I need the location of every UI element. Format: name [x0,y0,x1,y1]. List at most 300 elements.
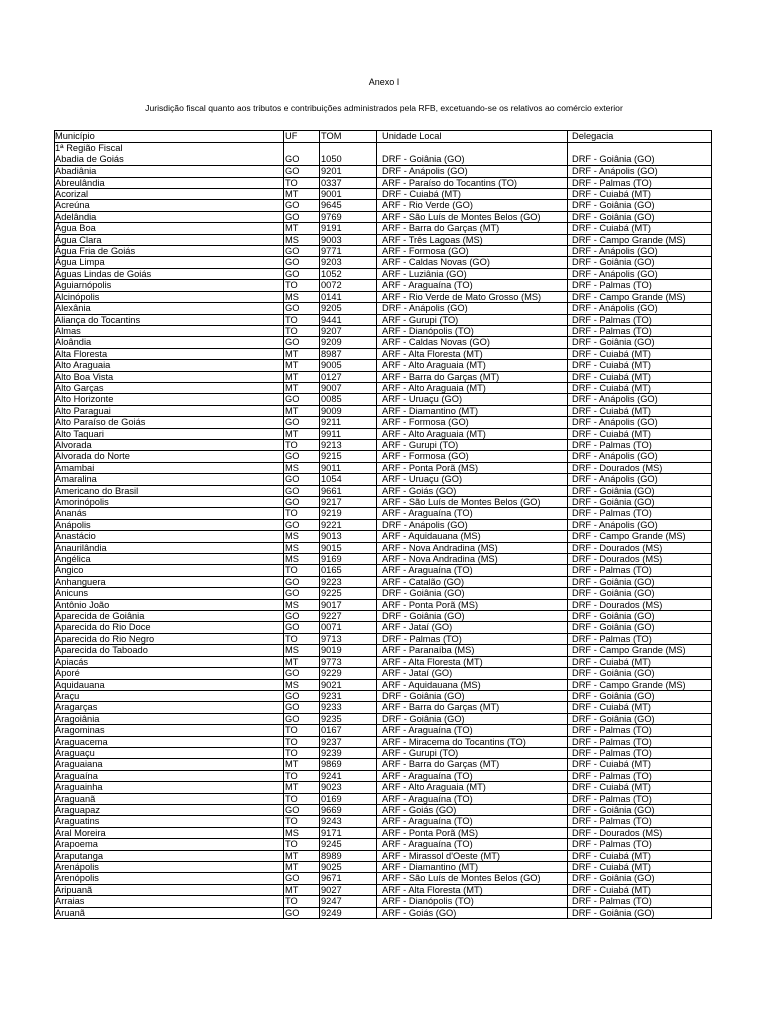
table-row [54,599,712,610]
municipio-cell: Araguatins [55,816,100,827]
uf-cell: MT [285,223,299,234]
delegacia-cell: DRF - Cuiabá (MT) [572,759,652,770]
delegacia-cell: DRF - Palmas (TO) [572,633,652,644]
delegacia-cell: DRF - Goiânia (GO) [572,622,655,633]
unidade-local-cell: DRF - Cuiabá (MT) [382,189,462,200]
uf-cell: TO [285,793,298,804]
column-divider [319,131,320,918]
unidade-local-cell: ARF - Araguaína (TO) [382,565,473,576]
tom-cell: 0085 [321,394,342,405]
municipio-cell: Alto Boa Vista [55,371,114,382]
uf-cell: TO [285,314,298,325]
unidade-local-cell: ARF - Barra do Garças (MT) [382,223,500,234]
delegacia-cell: DRF - Cuiabá (MT) [572,371,652,382]
delegacia-cell: DRF - Palmas (TO) [572,816,652,827]
table-row [54,199,712,210]
municipio-cell: Água Clara [55,234,102,245]
unidade-local-cell: ARF - Caldas Novas (GO) [382,337,490,348]
municipio-cell: Araputanga [55,850,104,861]
delegacia-cell: DRF - Anápolis (GO) [572,474,658,485]
unidade-local-cell: ARF - Gurupi (TO) [382,439,459,450]
uf-cell: MT [285,884,299,895]
municipio-cell: Anápolis [55,519,91,530]
municipio-cell: Aliança do Tocantins [55,314,141,325]
delegacia-cell: DRF - Campo Grande (MS) [572,291,686,302]
uf-cell: TO [285,816,298,827]
uf-cell: MT [285,348,299,359]
border-left [54,131,55,918]
delegacia-cell: DRF - Goiânia (GO) [572,153,655,164]
uf-cell: GO [285,622,300,633]
unidade-local-cell: ARF - Uruaçu (GO) [382,474,463,485]
tom-cell: 9247 [321,896,342,907]
municipio-cell: Arenápolis [55,862,99,872]
delegacia-cell: DRF - Palmas (TO) [572,565,652,576]
tom-cell: 9021 [321,679,342,690]
table-row [54,428,712,439]
tom-cell: 9669 [321,804,342,815]
municipio-cell: Angico [55,565,84,576]
delegacia-cell: DRF - Campo Grande (MS) [572,531,686,542]
table-row [54,793,712,804]
unidade-local-cell: ARF - Paranaíba (MS) [382,645,475,656]
uf-cell: GO [285,246,300,257]
municipio-cell: Arapoema [55,839,98,850]
tom-cell: 9239 [321,747,342,758]
tom-cell: 9211 [321,417,341,428]
unidade-local-cell: DRF - Goiânia (GO) [382,690,465,701]
table-row [54,861,712,872]
unidade-local-cell: ARF - Uruaçu (GO) [382,394,463,405]
municipio-cell: Alto Horizonte [55,394,114,405]
tom-cell: 0141 [321,291,342,302]
unidade-local-cell: ARF - Goiás (GO) [382,485,457,496]
delegacia-cell: DRF - Goiânia (GO) [572,257,655,268]
municipio-cell: Águas Lindas de Goiás [55,268,152,279]
header-unidade-local: Unidade Local [382,131,442,141]
unidade-local-cell: ARF - Caldas Novas (GO) [382,257,490,268]
unidade-local-cell: ARF - Aquidauana (MS) [382,531,481,542]
uf-cell: MT [285,656,299,667]
uf-cell: GO [285,211,300,222]
delegacia-cell: DRF - Goiânia (GO) [572,713,655,724]
unidade-local-cell: DRF - Palmas (TO) [382,633,462,644]
unidade-local-cell: ARF - Paraíso do Tocantins (TO) [382,177,518,188]
municipio-cell: Araguanã [55,793,96,804]
table-row [54,245,712,256]
municipio-cell: Água Fria de Goiás [55,246,136,257]
unidade-local-cell: ARF - Gurupi (TO) [382,747,459,758]
tom-cell: 8989 [321,850,342,861]
uf-cell: GO [285,576,300,587]
unidade-local-cell: ARF - São Luís de Montes Belos (GO) [382,211,541,222]
municipio-cell: Alta Floresta [55,348,108,359]
delegacia-cell: DRF - Campo Grande (MS) [572,234,686,245]
uf-cell: MT [285,382,299,393]
delegacia-cell: DRF - Dourados (MS) [572,554,663,565]
delegacia-cell: DRF - Goiânia (GO) [572,200,655,211]
table-row [54,690,712,701]
municipio-cell: Acreúna [55,200,90,211]
table-row [54,815,712,826]
tom-cell: 9009 [321,405,342,416]
delegacia-cell: DRF - Palmas (TO) [572,439,652,450]
delegacia-cell: DRF - Anápolis (GO) [572,303,658,314]
municipio-cell: Arraias [55,896,85,907]
uf-cell: TO [285,325,298,336]
header-tom: TOM [321,131,342,141]
tom-cell: 9017 [321,599,342,610]
unidade-local-cell: ARF - Aquidauana (MS) [382,679,481,690]
tom-cell: 9027 [321,884,342,895]
delegacia-cell: DRF - Palmas (TO) [572,793,652,804]
uf-cell: TO [285,439,298,450]
municipio-cell: Aparecida do Rio Doce [55,622,151,633]
table-row [54,587,712,598]
delegacia-cell: DRF - Dourados (MS) [572,462,663,473]
unidade-local-cell: ARF - Araguaína (TO) [382,816,473,827]
uf-cell: MT [285,782,299,793]
municipio-cell: Anaurilândia [55,542,107,553]
unidade-local-cell: ARF - Rio Verde de Mato Grosso (MS) [382,291,542,302]
uf-cell: MS [285,554,299,565]
tom-cell: 9221 [321,519,342,530]
delegacia-cell: DRF - Palmas (TO) [572,280,652,291]
tom-cell: 1052 [321,268,342,279]
delegacia-cell: DRF - Goiânia (GO) [572,576,655,587]
uf-cell: GO [285,713,300,724]
municipio-cell: Aporé [55,668,80,679]
municipio-cell: Alvorada do Norte [55,451,130,462]
table-row [54,371,712,382]
table-row [54,188,712,199]
header-delegacia: Delegacia [572,131,614,141]
tom-cell: 9223 [321,576,342,587]
uf-cell: TO [285,725,298,736]
municipio-cell: Alto Araguaia [55,360,111,371]
uf-cell: MS [285,234,299,245]
table-row [54,701,712,712]
tom-cell: 9661 [321,485,342,496]
unidade-local-cell: ARF - Araguaína (TO) [382,793,473,804]
table-row [54,268,712,279]
delegacia-cell: DRF - Anápolis (GO) [572,246,658,257]
municipio-cell: Araguacema [55,736,108,747]
tom-cell: 9191 [321,223,342,234]
border-right [711,131,712,918]
delegacia-cell: DRF - Palmas (TO) [572,896,652,907]
tom-cell: 9013 [321,531,342,542]
tom-cell: 9001 [321,189,342,200]
municipio-cell: Amambai [55,462,95,473]
table-row [54,485,712,496]
unidade-local-cell: DRF - Goiânia (GO) [382,588,465,599]
uf-cell: TO [285,633,298,644]
delegacia-cell: DRF - Cuiabá (MT) [572,702,652,713]
header-municipio: Município [55,131,95,141]
municipio-cell: Araguaína [55,770,98,781]
tom-cell: 9007 [321,382,342,393]
table-row [54,507,712,518]
table-row [54,747,712,758]
delegacia-cell: DRF - Palmas (TO) [572,508,652,519]
table-row [54,325,712,336]
tom-cell: 9441 [321,314,342,325]
uf-cell: TO [285,747,298,758]
municipio-cell: Angélica [55,554,91,565]
delegacia-cell: DRF - Palmas (TO) [572,325,652,336]
table-row [54,416,712,427]
table-row [54,519,712,530]
municipio-cell: Aparecida de Goiânia [55,611,145,622]
tom-cell: 9243 [321,816,342,827]
tom-cell: 9025 [321,862,342,872]
table-row [54,382,712,393]
column-divider [283,131,284,918]
tom-cell: 9235 [321,713,342,724]
unidade-local-cell: ARF - Ponta Porã (MS) [382,599,479,610]
table-row [54,177,712,188]
municipio-cell: Acorizal [55,189,89,200]
tom-cell: 9207 [321,325,342,336]
uf-cell: GO [285,611,300,622]
municipio-cell: Amorinópolis [55,497,109,507]
municipio-cell: Água Boa [55,223,96,234]
tom-cell: 9169 [321,554,342,565]
unidade-local-cell: ARF - Dianópolis (TO) [382,896,474,907]
municipio-cell: Abadia de Goiás [55,153,124,164]
municipio-cell: Amaralina [55,474,97,485]
uf-cell: TO [285,770,298,781]
unidade-local-cell: ARF - Araguaína (TO) [382,725,473,736]
uf-cell: GO [285,519,300,530]
table-row [54,439,712,450]
uf-cell: GO [285,394,300,405]
municipio-cell: Araguapaz [55,804,100,815]
delegacia-cell: DRF - Dourados (MS) [572,827,663,838]
tom-cell: 0071 [321,622,342,633]
tom-cell: 1050 [321,153,342,164]
table-row [54,564,712,575]
uf-cell: GO [285,702,300,713]
municipio-cell: Aparecida do Rio Negro [55,633,155,644]
unidade-local-cell: DRF - Anápolis (GO) [382,519,468,530]
table-row [54,838,712,849]
municipio-cell: Aparecida do Taboado [55,645,148,656]
uf-cell: GO [285,153,300,164]
municipio-cell: Anhanguera [55,576,106,587]
delegacia-cell: DRF - Anápolis (GO) [572,417,658,428]
tom-cell: 9771 [321,246,342,257]
uf-cell: MS [285,599,299,610]
table-row [54,633,712,644]
tom-cell: 9225 [321,588,342,599]
tom-cell: 9171 [321,827,342,838]
unidade-local-cell: ARF - Goiás (GO) [382,907,457,918]
region-label: 1ª Região Fiscal [55,143,123,154]
table-row [54,336,712,347]
delegacia-cell: DRF - Anápolis (GO) [572,166,658,177]
uf-cell: GO [285,303,300,314]
uf-cell: TO [285,177,298,188]
uf-cell: GO [285,485,300,496]
unidade-local-cell: ARF - Alto Araguaia (MT) [382,782,486,793]
delegacia-cell: DRF - Palmas (TO) [572,177,652,188]
unidade-local-cell: ARF - Alta Floresta (MT) [382,884,483,895]
delegacia-cell: DRF - Goiânia (GO) [572,668,655,679]
delegacia-cell: DRF - Goiânia (GO) [572,497,655,507]
uf-cell: GO [285,873,300,884]
table-row [54,895,712,906]
tom-cell: 9773 [321,656,342,667]
unidade-local-cell: ARF - Mirassol d'Oeste (MT) [382,850,500,861]
tom-cell: 9011 [321,462,341,473]
municipio-cell: Araguaiana [55,759,103,770]
delegacia-cell: DRF - Cuiabá (MT) [572,382,652,393]
unidade-local-cell: DRF - Anápolis (GO) [382,303,468,314]
tom-cell: 9869 [321,759,342,770]
tom-cell: 9769 [321,211,342,222]
municipio-cell: Aragominas [55,725,105,736]
table-row [54,462,712,473]
tom-cell: 9015 [321,542,342,553]
unidade-local-cell: ARF - Araguaína (TO) [382,280,473,291]
unidade-local-cell: ARF - Diamantino (MT) [382,862,479,872]
delegacia-cell: DRF - Cuiabá (MT) [572,428,652,439]
delegacia-cell: DRF - Cuiabá (MT) [572,405,652,416]
tom-cell: 9203 [321,257,342,268]
uf-cell: MT [285,759,299,770]
municipio-cell: Apiacás [55,656,89,667]
unidade-local-cell: ARF - Alto Araguaia (MT) [382,382,486,393]
municipio-cell: Abadiânia [55,166,97,177]
delegacia-cell: DRF - Goiânia (GO) [572,907,655,918]
delegacia-cell: DRF - Anápolis (GO) [572,451,658,462]
header-uf: UF [285,131,298,141]
table-row [54,770,712,781]
table-row [54,256,712,267]
uf-cell: MT [285,371,299,382]
unidade-local-cell: ARF - Goiás (GO) [382,804,457,815]
uf-cell: TO [285,839,298,850]
municipio-cell: Araguaçu [55,747,95,758]
delegacia-cell: DRF - Cuiabá (MT) [572,850,652,861]
table-row [54,804,712,815]
column-divider [376,131,377,918]
unidade-local-cell: DRF - Goiânia (GO) [382,153,465,164]
delegacia-cell: DRF - Palmas (TO) [572,747,652,758]
table-row [54,154,712,165]
table-row [54,781,712,792]
unidade-local-cell: ARF - Formosa (GO) [382,417,469,428]
municipio-cell: Água Limpa [55,257,105,268]
tom-cell: 0337 [321,177,342,188]
delegacia-cell: DRF - Dourados (MS) [572,542,663,553]
table-row [54,405,712,416]
uf-cell: TO [285,896,298,907]
tom-cell: 9911 [321,428,341,439]
delegacia-cell: DRF - Palmas (TO) [572,839,652,850]
municipio-cell: Alto Garças [55,382,104,393]
delegacia-cell: DRF - Palmas (TO) [572,736,652,747]
municipio-cell: Araguainha [55,782,103,793]
table-row [54,530,712,541]
tom-cell: 9209 [321,337,342,348]
uf-cell: GO [285,907,300,918]
table-row [54,291,712,302]
table-row [54,656,712,667]
uf-cell: MS [285,542,299,553]
uf-cell: MT [285,428,299,439]
uf-cell: TO [285,736,298,747]
unidade-local-cell: ARF - Ponta Porã (MS) [382,462,479,473]
delegacia-cell: DRF - Goiânia (GO) [572,611,655,622]
table-row [54,211,712,222]
municipio-cell: Alto Paraguai [55,405,111,416]
uf-cell: GO [285,588,300,599]
tom-cell: 9205 [321,303,342,314]
uf-cell: GO [285,690,300,701]
delegacia-cell: DRF - Cuiabá (MT) [572,656,652,667]
table-row [54,393,712,404]
tom-cell: 9231 [321,690,342,701]
table-row [54,553,712,564]
uf-cell: GO [285,474,300,485]
table-row [54,621,712,632]
table-row [54,302,712,313]
tom-cell: 9249 [321,907,342,918]
uf-cell: GO [285,268,300,279]
municipio-cell: Antônio João [55,599,110,610]
table-row [54,165,712,176]
unidade-local-cell: ARF - Nova Andradina (MS) [382,542,498,553]
uf-cell: GO [285,337,300,348]
document-subtitle: Jurisdição fiscal quanto aos tributos e contribuições administrados pela RFB, excetuando-se os relativos ao comércio exterior [145,103,623,113]
tom-cell: 9241 [321,770,342,781]
table-row [54,850,712,861]
tom-cell: 1054 [321,474,342,485]
unidade-local-cell: ARF - Diamantino (MT) [382,405,479,416]
table-row [54,279,712,290]
unidade-local-cell: ARF - Catalão (GO) [382,576,465,587]
delegacia-cell: DRF - Cuiabá (MT) [572,223,652,234]
table-row [54,314,712,325]
uf-cell: MS [285,531,299,542]
table-row [54,450,712,461]
jurisdiction-table [54,130,712,919]
tom-cell: 9229 [321,668,342,679]
unidade-local-cell: ARF - Araguaína (TO) [382,770,473,781]
municipio-cell: Almas [55,325,81,336]
table-header-row [54,131,712,142]
uf-cell: MT [285,850,299,861]
tom-cell: 0127 [321,371,342,382]
table-row [54,907,712,918]
table-row [54,713,712,724]
table-row [54,758,712,769]
uf-cell: MS [285,291,299,302]
tom-cell: 9237 [321,736,342,747]
tom-cell: 0167 [321,725,342,736]
tom-cell: 9227 [321,611,342,622]
column-divider [567,131,568,918]
municipio-cell: Araçu [55,690,80,701]
region-row [54,142,712,153]
unidade-local-cell: DRF - Goiânia (GO) [382,713,465,724]
unidade-local-cell: ARF - Barra do Garças (MT) [382,371,500,382]
delegacia-cell: DRF - Goiânia (GO) [572,485,655,496]
tom-cell: 9201 [321,166,342,177]
